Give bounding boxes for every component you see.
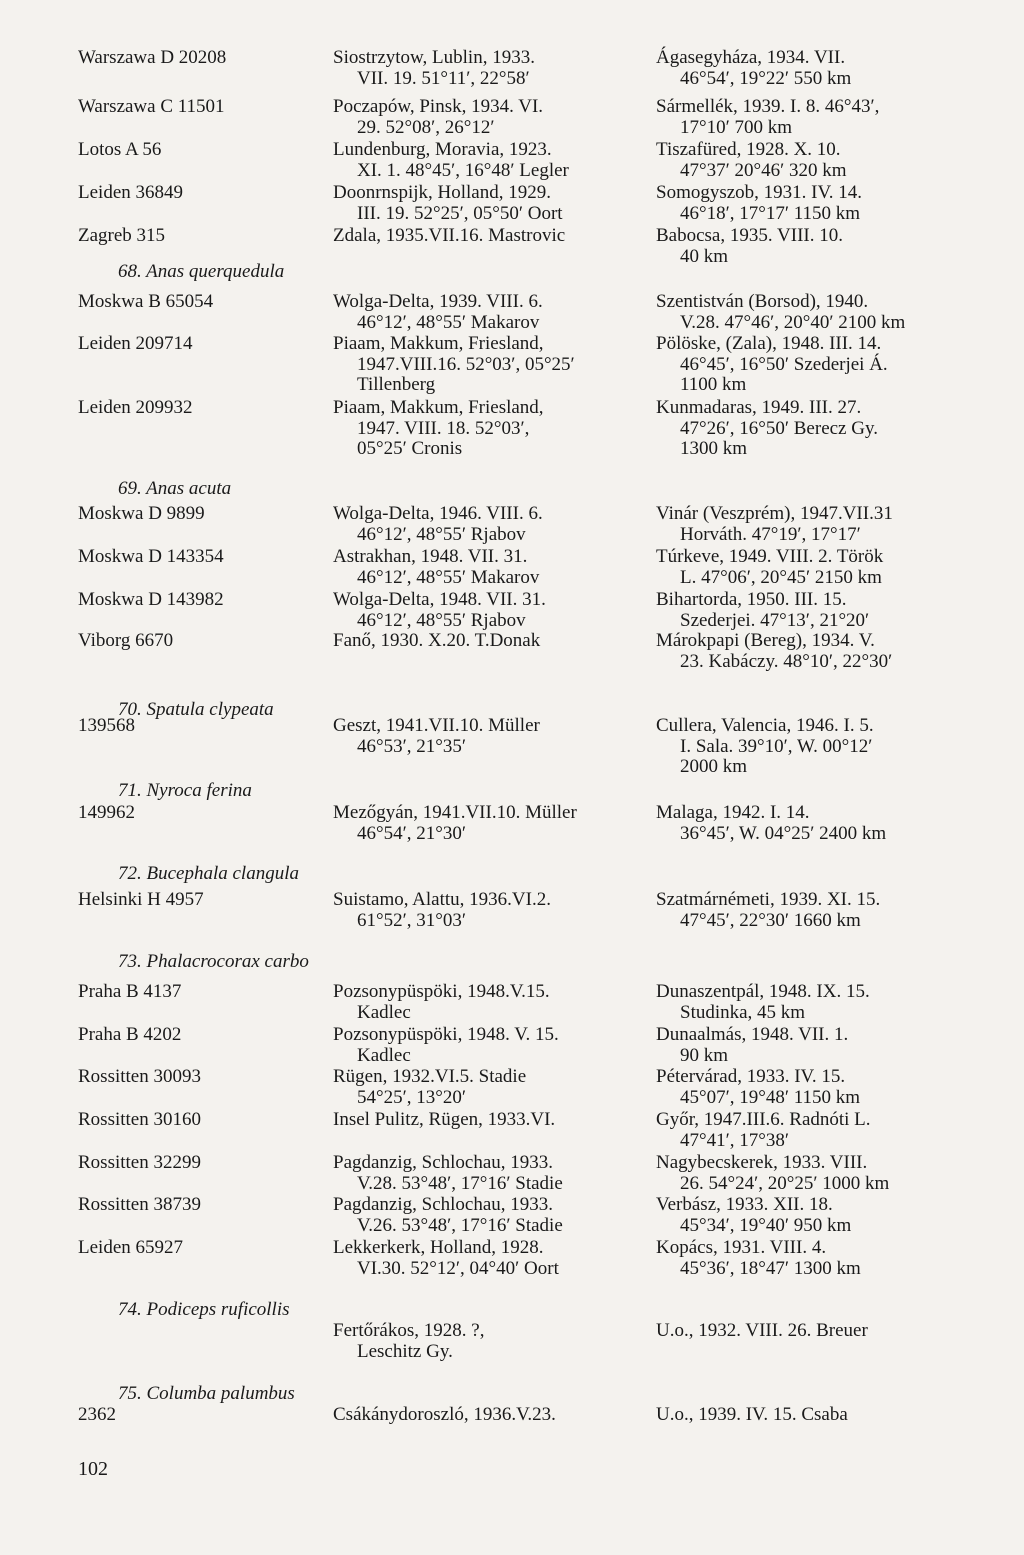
species-heading: 71. Nyroca ferina — [118, 780, 252, 801]
recovery-place — [656, 547, 966, 588]
species-heading: 74. Podiceps ruficollis — [118, 1299, 290, 1320]
recovery-place-line: Pölöske, (Zala), 1948. III. 14. — [656, 333, 882, 354]
recovery-place-line: 46°54′, 19°22′ 550 km — [680, 67, 852, 89]
recovery-place — [656, 1025, 966, 1066]
ring-number: Warszawa D 20208 — [78, 47, 227, 68]
ringing-place-line: Fertőrákos, 1928. ?, — [333, 1320, 485, 1341]
ringing-place — [333, 48, 643, 89]
ring-number: Leiden 209932 — [78, 397, 193, 418]
recovery-place-line: Verbász, 1933. XII. 18. — [656, 1194, 833, 1215]
ringing-place — [333, 890, 643, 931]
recovery-place — [656, 803, 966, 844]
ringing-place-line: Csákánydoroszló, 1936.V.23. — [333, 1404, 556, 1425]
recovery-place-line: Győr, 1947.III.6. Radnóti L. — [656, 1109, 871, 1130]
ringing-place-line: Fanő, 1930. X.20. T.Donak — [333, 630, 541, 651]
ringing-place — [333, 631, 643, 652]
recovery-place-line: Szentistván (Borsod), 1940. — [656, 291, 869, 312]
recovery-place-line: Túrkeve, 1949. VIII. 2. Török — [656, 546, 884, 567]
ringing-place-line: Insel Pulitz, Rügen, 1933.VI. — [333, 1109, 556, 1130]
ringing-place-line: 1947.VIII.16. 52°03′, 05°25′ — [357, 353, 575, 375]
recovery-place — [656, 590, 966, 631]
recovery-place-line: Nagybecskerek, 1933. VIII. — [656, 1152, 868, 1173]
ringing-place-line: 29. 52°08′, 26°12′ — [357, 116, 495, 138]
ringing-place — [333, 1321, 643, 1362]
ring-number: Rossitten 30160 — [78, 1109, 201, 1130]
recovery-place-line: L. 47°06′, 20°45′ 2150 km — [680, 566, 882, 588]
ringing-place-line: Poczapów, Pinsk, 1934. VI. — [333, 96, 544, 117]
recovery-place-line: 1300 km — [680, 438, 748, 459]
ringing-place-line: Zdala, 1935.VII.16. Mastrovic — [333, 225, 566, 246]
species-heading: 68. Anas querquedula — [118, 261, 285, 282]
ring-number: Moskwa D 143354 — [78, 546, 224, 567]
recovery-place-line: Kunmadaras, 1949. III. 27. — [656, 397, 862, 418]
recovery-place-line: Tiszafüred, 1928. X. 10. — [656, 139, 841, 160]
ring-number: Rossitten 38739 — [78, 1194, 201, 1215]
ringing-place — [333, 1110, 643, 1131]
ringing-place-line: Kadlec — [357, 1044, 411, 1066]
ringing-place-line: Siostrzytow, Lublin, 1933. — [333, 47, 535, 68]
ringing-place — [333, 1153, 643, 1194]
ringing-place — [333, 292, 643, 333]
recovery-place-line: 23. Kabáczy. 48°10′, 22°30′ — [680, 650, 893, 672]
ring-number: Lotos A 56 — [78, 139, 162, 160]
ring-number: 139568 — [78, 715, 135, 736]
ringing-place-line: 46°12′, 48°55′ Makarov — [357, 566, 540, 588]
recovery-place-line: Dunaalmás, 1948. VII. 1. — [656, 1024, 849, 1045]
recovery-place-line: Kopács, 1931. VIII. 4. — [656, 1237, 827, 1258]
ringing-place-line: Pagdanzig, Schlochau, 1933. — [333, 1194, 554, 1215]
ringing-place-line: Wolga-Delta, 1948. VII. 31. — [333, 589, 546, 610]
recovery-place-line: 47°37′ 20°46′ 320 km — [680, 159, 847, 181]
ringing-place-line: 61°52′, 31°03′ — [357, 909, 467, 931]
recovery-place — [656, 982, 966, 1023]
ringing-place — [333, 226, 643, 247]
recovery-place-line: 17°10′ 700 km — [680, 116, 793, 138]
recovery-place-line: 26. 54°24′, 20°25′ 1000 km — [680, 1172, 890, 1194]
recovery-place — [656, 890, 966, 931]
ringing-place-line: 46°54′, 21°30′ — [357, 822, 467, 844]
ringing-place — [333, 1025, 643, 1066]
ringing-place — [333, 504, 643, 545]
ring-number: Leiden 65927 — [78, 1237, 184, 1258]
recovery-place — [656, 292, 966, 333]
species-heading: 69. Anas acuta — [118, 478, 232, 499]
ringing-place-line: 46°12′, 48°55′ Makarov — [357, 311, 540, 333]
ringing-place-line: V.26. 53°48′, 17°16′ Stadie — [357, 1214, 563, 1236]
ringing-place — [333, 1195, 643, 1236]
recovery-place-line: Márokpapi (Bereg), 1934. V. — [656, 630, 875, 651]
recovery-place — [656, 183, 966, 224]
ringing-place — [333, 590, 643, 631]
recovery-place — [656, 140, 966, 181]
ring-number: Rossitten 32299 — [78, 1152, 201, 1173]
ringing-place-line: 05°25′ Cronis — [357, 438, 463, 459]
recovery-place-line: 47°45′, 22°30′ 1660 km — [680, 909, 861, 931]
recovery-place — [656, 1405, 966, 1426]
ringing-place-line: Pozsonypüspöki, 1948.V.15. — [333, 981, 550, 1002]
recovery-place-line: U.o., 1939. IV. 15. Csaba — [656, 1404, 848, 1425]
ringing-place-line: Lekkerkerk, Holland, 1928. — [333, 1237, 544, 1258]
ringing-place — [333, 1238, 643, 1279]
ringing-place-line: VI.30. 52°12′, 04°40′ Oort — [357, 1257, 559, 1279]
ringing-place — [333, 1405, 643, 1426]
recovery-place-line: Dunaszentpál, 1948. IX. 15. — [656, 981, 870, 1002]
ring-number: Moskwa D 143982 — [78, 589, 224, 610]
ringing-place-line: Tillenberg — [357, 374, 436, 395]
recovery-place-line: 40 km — [680, 245, 729, 267]
ringing-place-line: 46°12′, 48°55′ Rjabov — [357, 523, 526, 545]
recovery-place — [656, 1238, 966, 1279]
ring-number: Viborg 6670 — [78, 630, 174, 651]
ringing-place — [333, 803, 643, 844]
ringing-place — [333, 398, 643, 460]
recovery-place-line: U.o., 1932. VIII. 26. Breuer — [656, 1320, 868, 1341]
recovery-place — [656, 716, 966, 778]
recovery-place-line: I. Sala. 39°10′, W. 00°12′ — [680, 735, 873, 757]
recovery-place-line: Szatmárnémeti, 1939. XI. 15. — [656, 889, 881, 910]
ring-number: Rossitten 30093 — [78, 1066, 201, 1087]
ringing-place-line: Wolga-Delta, 1946. VIII. 6. — [333, 503, 543, 524]
ringing-place-line: 1947. VIII. 18. 52°03′, — [357, 417, 530, 439]
species-heading: 72. Bucephala clangula — [118, 863, 299, 884]
ringing-place — [333, 982, 643, 1023]
ringing-place-line: Mezőgyán, 1941.VII.10. Müller — [333, 802, 577, 823]
recovery-place-line: 90 km — [680, 1044, 729, 1066]
recovery-place-line: 45°36′, 18°47′ 1300 km — [680, 1257, 861, 1279]
ringing-place-line: Lundenburg, Moravia, 1923. — [333, 139, 552, 160]
ringing-place-line: Astrakhan, 1948. VII. 31. — [333, 546, 528, 567]
ringing-place-line: VII. 19. 51°11′, 22°58′ — [357, 67, 530, 89]
recovery-place — [656, 1110, 966, 1151]
ringing-place — [333, 716, 643, 757]
ringing-place-line: Geszt, 1941.VII.10. Müller — [333, 715, 540, 736]
species-heading: 70. Spatula clypeata — [118, 699, 274, 720]
recovery-place-line: 45°34′, 19°40′ 950 km — [680, 1214, 852, 1236]
recovery-place-line: 2000 km — [680, 756, 748, 777]
recovery-place-line: 1100 km — [680, 374, 747, 395]
recovery-place — [656, 1153, 966, 1194]
ringing-place-line: III. 19. 52°25′, 05°50′ Oort — [357, 202, 563, 224]
recovery-place-line: 47°41′, 17°38′ — [680, 1129, 790, 1151]
ring-number: Moskwa D 9899 — [78, 503, 205, 524]
ringing-place-line: Pozsonypüspöki, 1948. V. 15. — [333, 1024, 559, 1045]
ringing-place-line: V.28. 53°48′, 17°16′ Stadie — [357, 1172, 563, 1194]
recovery-place-line: Studinka, 45 km — [680, 1001, 806, 1023]
recovery-place-line: Szederjei. 47°13′, 21°20′ — [680, 609, 870, 631]
recovery-place-line: Somogyszob, 1931. IV. 14. — [656, 182, 863, 203]
page-number: 102 — [78, 1458, 108, 1480]
recovery-place-line: Cullera, Valencia, 1946. I. 5. — [656, 715, 874, 736]
recovery-place-line: 46°18′, 17°17′ 1150 km — [680, 202, 861, 224]
ring-number: Leiden 209714 — [78, 333, 193, 354]
ring-number: Leiden 36849 — [78, 182, 184, 203]
recovery-place — [656, 1195, 966, 1236]
ringing-place-line: Leschitz Gy. — [357, 1340, 453, 1362]
ringing-place-line: Piaam, Makkum, Friesland, — [333, 333, 544, 354]
ringing-place — [333, 183, 643, 224]
ringing-place-line: XI. 1. 48°45′, 16°48′ Legler — [357, 159, 569, 181]
ringing-place-line: Wolga-Delta, 1939. VIII. 6. — [333, 291, 543, 312]
ring-number: Praha B 4137 — [78, 981, 182, 1002]
recovery-place-line: V.28. 47°46′, 20°40′ 2100 km — [680, 311, 906, 333]
recovery-place — [656, 97, 966, 138]
ringing-place-line: Pagdanzig, Schlochau, 1933. — [333, 1152, 554, 1173]
recovery-place-line: 47°26′, 16°50′ Berecz Gy. — [680, 417, 878, 439]
ringing-place-line: 46°53′, 21°35′ — [357, 735, 467, 757]
ringing-place-line: 46°12′, 48°55′ Rjabov — [357, 609, 526, 631]
ringing-place — [333, 97, 643, 138]
ringing-place — [333, 547, 643, 588]
ring-number: Helsinki H 4957 — [78, 889, 204, 910]
recovery-place — [656, 504, 966, 545]
ringing-place-line: Kadlec — [357, 1001, 411, 1023]
ringing-place-line: Piaam, Makkum, Friesland, — [333, 397, 544, 418]
ringing-place-line: Rügen, 1932.VI.5. Stadie — [333, 1066, 527, 1087]
species-heading: 73. Phalacrocorax carbo — [118, 951, 309, 972]
recovery-place-line: Bihartorda, 1950. III. 15. — [656, 589, 847, 610]
ringing-place — [333, 140, 643, 181]
recovery-place-line: Pétervárad, 1933. IV. 15. — [656, 1066, 846, 1087]
ring-number: 2362 — [78, 1404, 116, 1425]
recovery-place — [656, 48, 966, 89]
ringing-place-line: 54°25′, 13°20′ — [357, 1086, 467, 1108]
ring-number: Warszawa C 11501 — [78, 96, 225, 117]
recovery-place-line: Vinár (Veszprém), 1947.VII.31 — [656, 503, 893, 524]
recovery-place-line: 45°07′, 19°48′ 1150 km — [680, 1086, 861, 1108]
ringing-place-line: Suistamo, Alattu, 1936.VI.2. — [333, 889, 551, 910]
recovery-place — [656, 1067, 966, 1108]
recovery-place-line: 46°45′, 16°50′ Szederjei Á. — [680, 353, 888, 375]
species-heading: 75. Columba palumbus — [118, 1383, 295, 1404]
recovery-place-line: Horváth. 47°19′, 17°17′ — [680, 523, 861, 545]
ringing-place — [333, 1067, 643, 1108]
ring-number: Zagreb 315 — [78, 225, 166, 246]
recovery-place-line: Sármellék, 1939. I. 8. 46°43′, — [656, 96, 880, 117]
ring-number: Praha B 4202 — [78, 1024, 182, 1045]
ringing-place-line: Doonrnspijk, Holland, 1929. — [333, 182, 551, 203]
recovery-place-line: Malaga, 1942. I. 14. — [656, 802, 810, 823]
ring-number: 149962 — [78, 802, 135, 823]
recovery-place — [656, 398, 966, 460]
recovery-place — [656, 226, 966, 267]
ring-number: Moskwa B 65054 — [78, 291, 214, 312]
recovery-place-line: Babocsa, 1935. VIII. 10. — [656, 225, 843, 246]
ringing-place — [333, 334, 643, 396]
recovery-place-line: Ágasegyháza, 1934. VII. — [656, 47, 846, 68]
recovery-place — [656, 1321, 966, 1342]
recovery-place — [656, 334, 966, 396]
recovery-place-line: 36°45′, W. 04°25′ 2400 km — [680, 822, 887, 844]
recovery-place — [656, 631, 966, 672]
